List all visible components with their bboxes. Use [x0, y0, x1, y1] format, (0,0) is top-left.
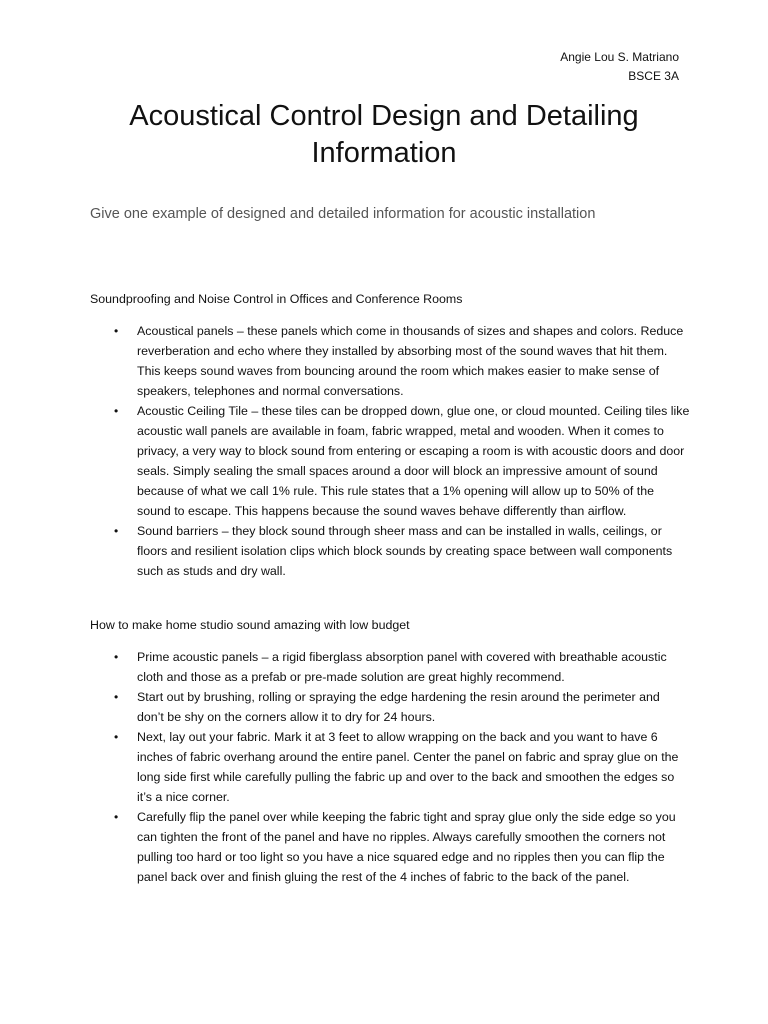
section-offices [90, 289, 690, 581]
list-item [90, 401, 690, 521]
list-item-text: Start out by brushing, rolling or spraying the edge hardening the resin around the perimeter and don’t be shy on the corners allow it to dry for 24 hours. [137, 690, 660, 724]
document-title: Acoustical Control Design and Detailing Information [129, 100, 639, 169]
bullet-icon: • [114, 650, 119, 664]
list-item-text: Acoustical panels – these panels which come in thousands of sizes and shapes and colors. Reduce reverberation and echo where they installed by absorbing most of the sound waves that hit them. This keeps sound waves from bouncing around the room which makes easier to make sense of speakers, telephones and normal conversations. [137, 324, 684, 398]
list-item [90, 647, 690, 687]
list-item-text: Carefully flip the panel over while keeping the fabric tight and spray glue only the side edge so you can tighten the front of the panel and have no ripples. Always carefully smoothen the corners not pulling too hard or too light so you have a nice squared edge and no ripples then you can flip the panel back over and finish gluing the rest of the 4 inches of fabric to the back of the panel. [137, 810, 676, 884]
bullet-icon: • [114, 524, 119, 538]
bullet-icon: • [114, 690, 119, 704]
section-heading: Soundproofing and Noise Control in Offices and Conference Rooms [90, 292, 463, 306]
bullet-list [90, 647, 690, 887]
bullet-icon: • [114, 324, 119, 338]
list-item-text: Prime acoustic panels – a rigid fiberglass absorption panel with covered with breathable acoustic cloth and those as a prefab or pre-made solution are great highly recommend. [137, 650, 667, 684]
list-item-text: Sound barriers – they block sound through sheer mass and can be installed in walls, ceilings, or floors and resilient isolation clips which block sounds by creating space between wall components such as studs and dry wall. [137, 524, 673, 578]
list-item-text: Acoustic Ceiling Tile – these tiles can be dropped down, glue one, or cloud mounted. Ceiling tiles like acoustic wall panels are available in foam, fabric wrapped, metal and wooden. When it comes to privacy, a very way to block sound from entering or escaping a room is with acoustic doors and door seals. Simply sealing the small spaces around a door will block an impressive amount of sound because of what we call 1% rule. This rule states that a 1% opening will allow up to 50% of the sound to escape. This happens because the sound waves behave differently than airflow. [137, 404, 690, 518]
author-block [560, 48, 679, 86]
bullet-icon: • [114, 730, 119, 744]
author-section: BSCE 3A [628, 69, 679, 83]
author-name: Angie Lou S. Matriano [560, 50, 679, 64]
bullet-list [90, 321, 690, 581]
bullet-icon: • [114, 810, 119, 824]
list-item-text: Next, lay out your fabric. Mark it at 3 feet to allow wrapping on the back and you want to have 6 inches of fabric overhang around the entire panel. Center the panel on fabric and spray glue on the long side first while carefully pulling the fabric up and over to the back and smoothen the edges so it’s a nice corner. [137, 730, 679, 804]
document-subtitle: Give one example of designed and detailed information for acoustic installation [90, 206, 596, 222]
list-item [90, 807, 690, 887]
list-item [90, 521, 690, 581]
bullet-icon: • [114, 404, 119, 418]
list-item [90, 727, 690, 807]
section-home-studio [90, 615, 690, 887]
list-item [90, 687, 690, 727]
list-item [90, 321, 690, 401]
section-heading: How to make home studio sound amazing with low budget [90, 618, 410, 632]
